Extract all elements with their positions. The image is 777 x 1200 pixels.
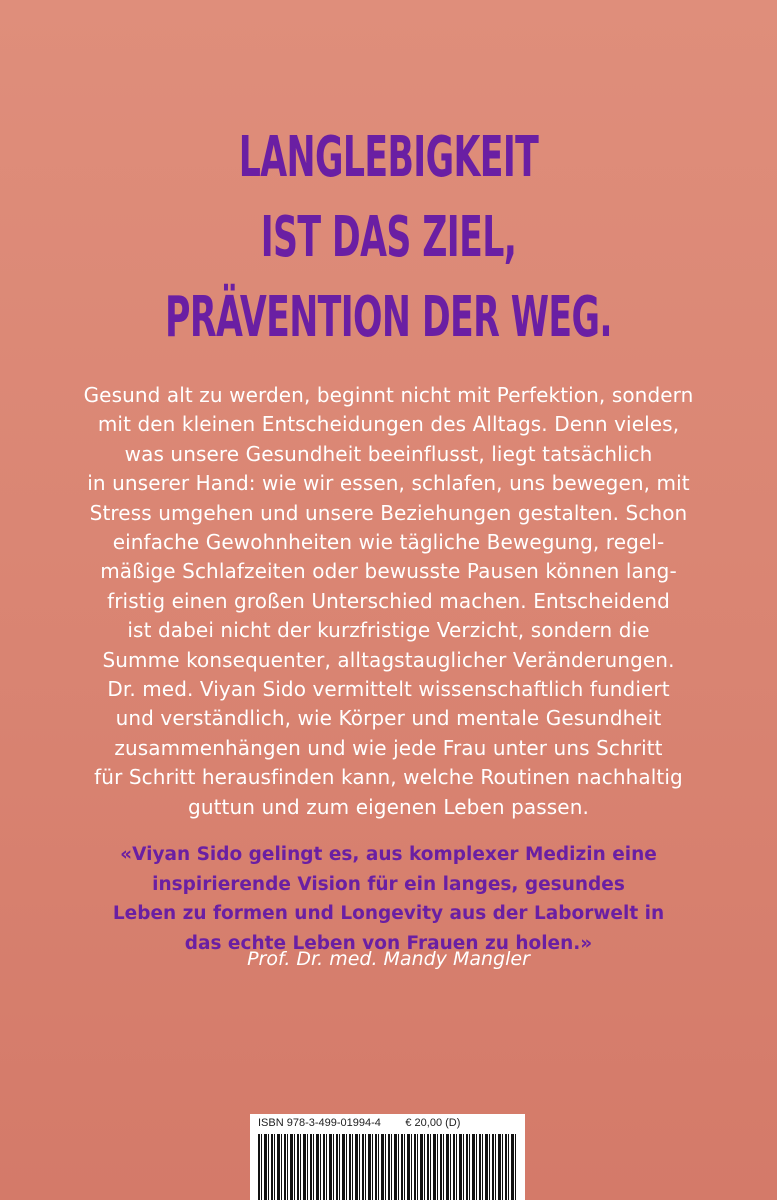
blurb-line: Dr. med. Viyan Sido vermittelt wissenschaftlich fundiert — [107, 677, 670, 702]
quote-line: Leben zu formen und Longevity aus der Laborwelt in — [112, 903, 665, 924]
isbn-label — [258, 1117, 460, 1129]
quote-line: das echte Leben von Frauen zu holen.» — [184, 932, 593, 954]
blurb-line: mit den kleinen Entscheidungen des Alltags. Denn vieles, — [97, 412, 680, 437]
quote-attribution: Prof. Dr. med. Mandy Mangler — [247, 948, 530, 970]
blurb-text — [40, 381, 737, 822]
price-label: € 20,00 (D) — [405, 1117, 461, 1129]
blurb-line: guttun und zum eigenen Leben passen. — [188, 794, 589, 819]
blurb-line: mäßige Schlafzeiten oder bewusste Pausen können lang- — [100, 559, 677, 584]
quote-line: inspirierende Vision für ein langes, gesundes — [152, 873, 625, 895]
blurb-line: fristig einen großen Unterschied machen. Entscheidend — [107, 588, 670, 613]
blurb-line: für Schritt herausfinden kann, welche Routinen nachhaltig — [94, 765, 683, 790]
blurb-line: was unsere Gesundheit beeinflusst, liegt tatsächlich — [124, 441, 653, 466]
barcode-bars — [258, 1134, 517, 1200]
headline-line: PRÄVENTION DER WEG. — [165, 285, 612, 350]
blurb-line: in unserer Hand: wie wir essen, schlafen, uns bewegen, mit — [87, 471, 690, 496]
headline — [148, 118, 630, 358]
headline-line: IST DAS ZIEL, — [260, 205, 517, 270]
blurb-line: einfache Gewohnheiten wie tägliche Bewegung, regel- — [112, 530, 665, 555]
headline-line: LANGLEBIGKEIT — [238, 125, 539, 190]
review-quote — [40, 840, 737, 958]
blurb-line: zusammenhängen und wie jede Frau unter uns Schritt — [114, 735, 663, 760]
blurb-line: ist dabei nicht der kurzfristige Verzicht, sondern die — [127, 618, 650, 643]
isbn-number: ISBN 978-3-499-01994-4 — [258, 1117, 381, 1129]
quote-line: «Viyan Sido gelingt es, aus komplexer Medizin eine — [120, 844, 657, 865]
blurb-line: Summe konsequenter, alltagstauglicher Veränderungen. — [102, 647, 675, 672]
isbn-barcode — [250, 1114, 525, 1200]
blurb-line: Stress umgehen und unsere Beziehungen gestalten. Schon — [89, 500, 688, 525]
blurb-line: und verständlich, wie Körper und mentale Gesundheit — [115, 706, 662, 731]
blurb-line: Gesund alt zu werden, beginnt nicht mit Perfektion, sondern — [83, 383, 694, 407]
